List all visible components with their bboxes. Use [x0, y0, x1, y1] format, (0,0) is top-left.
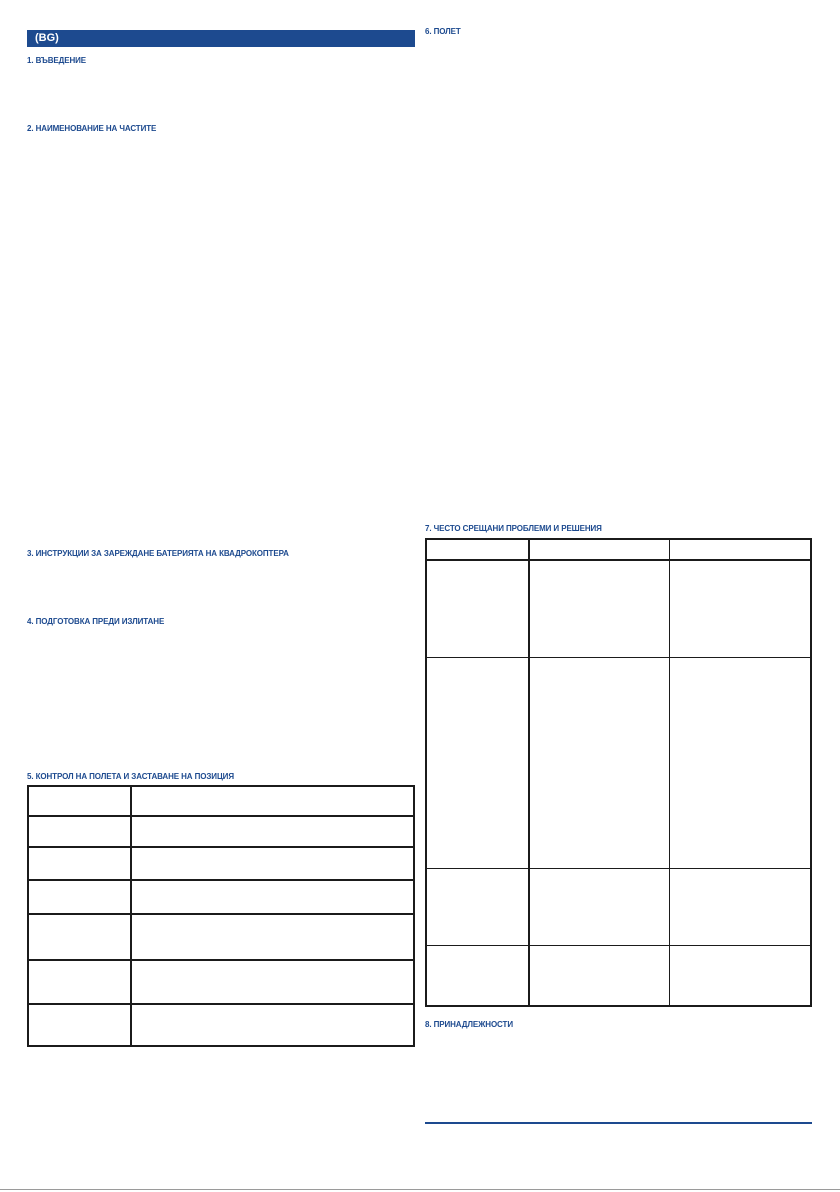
table-row-divider	[27, 846, 415, 848]
table-row-divider	[27, 959, 415, 961]
page-edge	[0, 1189, 840, 1190]
heading-parts-names: 2. НАИМЕНОВАНИЕ НА ЧАСТИТЕ	[27, 124, 157, 133]
table-header-divider	[425, 559, 812, 561]
table-row-divider	[27, 1003, 415, 1005]
heading-flight-control: 5. КОНТРОЛ НА ПОЛЕТА И ЗАСТАВАНЕ НА ПОЗИЦИЯ	[27, 772, 234, 781]
table-column-divider	[528, 538, 530, 1007]
table-column-divider	[130, 785, 132, 1047]
table-row-divider	[425, 657, 812, 658]
heading-introduction: 1. ВЪВЕДЕНИЕ	[27, 56, 87, 65]
table-row-divider	[425, 945, 812, 946]
heading-battery-charging: 3. ИНСТРУКЦИИ ЗА ЗАРЕЖДАНЕ БАТЕРИЯТА НА КВАДРОКОПТЕРА	[27, 549, 289, 558]
heading-troubleshooting: 7. ЧЕСТО СРЕЩАНИ ПРОБЛЕМИ И РЕШЕНИЯ	[425, 524, 602, 533]
language-badge: (BG)	[27, 30, 415, 47]
table-row-divider	[425, 868, 812, 869]
heading-preflight-preparation: 4. ПОДГОТОВКА ПРЕДИ ИЗЛИТАНЕ	[27, 617, 165, 626]
table-column-divider	[669, 538, 670, 1007]
table-row-divider	[27, 913, 415, 915]
troubleshooting-table	[425, 538, 812, 1007]
table-row-divider	[27, 879, 415, 881]
heading-accessories: 8. ПРИНАДЛЕЖНОСТИ	[425, 1020, 513, 1029]
table-row-divider	[27, 815, 415, 817]
bottom-rule	[425, 1122, 812, 1124]
heading-flight: 6. ПОЛЕТ	[425, 27, 461, 36]
flight-control-table	[27, 785, 415, 1047]
